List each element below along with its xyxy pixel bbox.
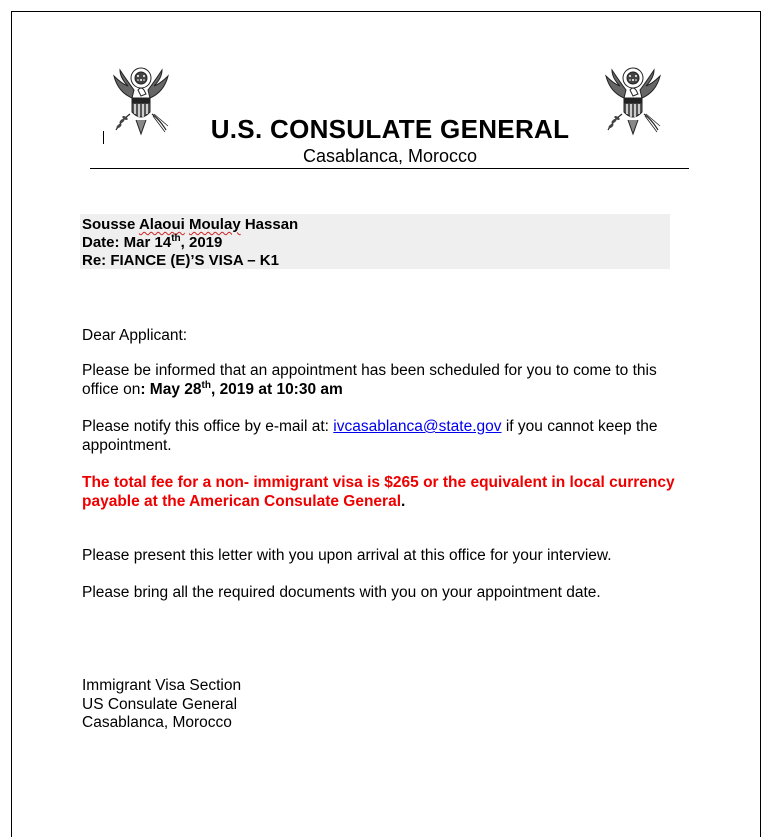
signature-block <box>82 677 682 733</box>
letter-date <box>82 234 670 252</box>
appointment-text: Please be informed that an appointment has been scheduled for you to come to this office on <box>82 362 657 398</box>
appointment-paragraph <box>82 362 682 399</box>
date-prefix: Date: Mar 14 <box>82 234 172 251</box>
bring-paragraph: Please bring all the required documents with you on your appointment date. <box>82 584 601 601</box>
recipient-block <box>80 214 670 269</box>
date-suffix: , 2019 <box>180 234 223 251</box>
notify-suffix: if you cannot keep the appointment. <box>82 418 658 454</box>
date-sup: th <box>171 233 181 244</box>
signature-line-2: US Consulate General <box>82 695 238 713</box>
notify-paragraph <box>82 418 682 455</box>
signature-line-3: Casablanca, Morocco <box>82 714 232 731</box>
header-divider <box>90 168 689 169</box>
name-part-spellcheck: Alaoui <box>138 216 185 233</box>
letter-subject: Re: FIANCE (E)’S VISA – K1 <box>82 252 279 269</box>
fee-text: The total fee for a non- immigrant visa is $265 or the equivalent in local currency payable at the American Consulate General <box>82 474 675 510</box>
fee-period: . <box>401 492 406 510</box>
page-title: U.S. CONSULATE GENERAL <box>210 114 570 144</box>
name-part: Sousse <box>82 216 139 233</box>
appointment-date-sup: th <box>201 379 211 391</box>
present-paragraph: Please present this letter with you upon arrival at this office for your interview. <box>82 547 612 564</box>
recipient-name <box>82 216 670 234</box>
signature-line-1: Immigrant Visa Section <box>82 677 242 694</box>
name-part-spellcheck-2: Moulay <box>188 216 241 233</box>
email-link[interactable]: ivcasablanca@state.gov <box>333 418 502 435</box>
greeting: Dear Applicant: <box>82 327 188 344</box>
appointment-date-prefix: : May 28 <box>140 380 202 398</box>
page-subtitle: Casablanca, Morocco <box>302 146 478 166</box>
appointment-date-suffix: , 2019 at 10:30 am <box>210 380 343 398</box>
name-part-last: Hassan <box>240 216 299 233</box>
fee-paragraph <box>82 474 682 511</box>
notify-prefix: Please notify this office by e-mail at: <box>82 418 334 435</box>
